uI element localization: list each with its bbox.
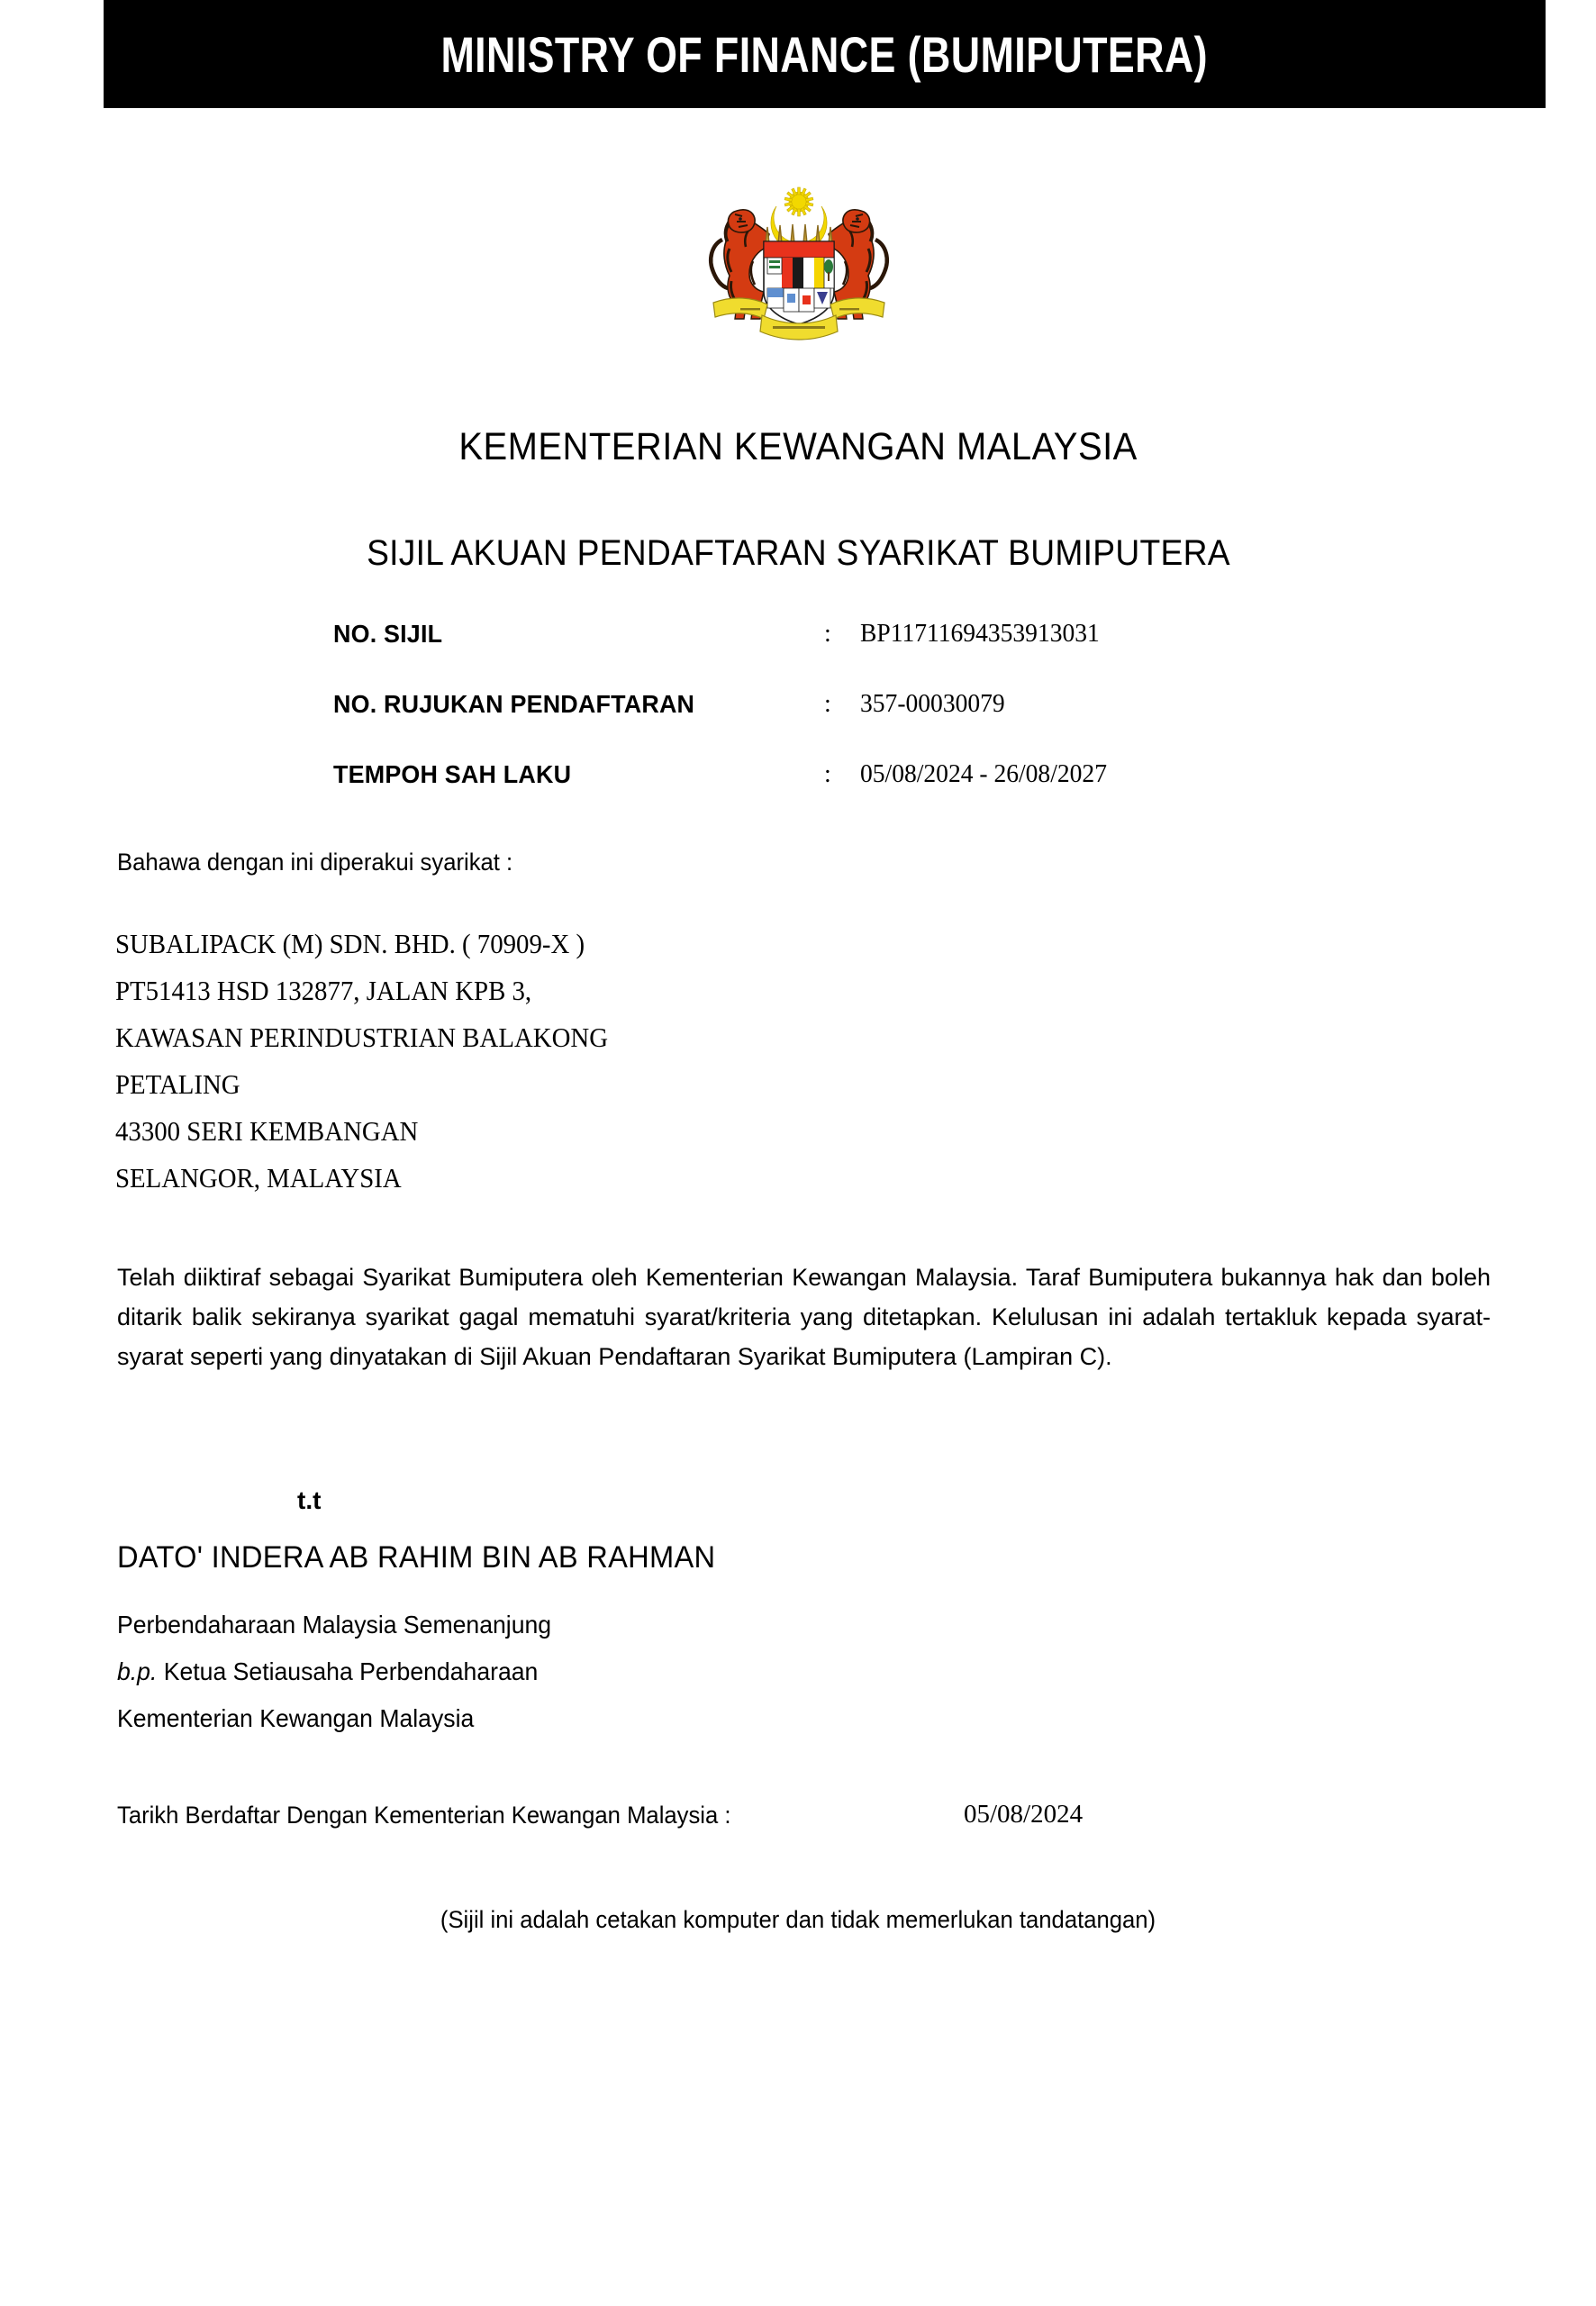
field-row-no-sijil — [333, 620, 1234, 690]
company-address-line-5: SELANGOR, MALAYSIA — [115, 1162, 402, 1194]
field-row-tempoh-sah-laku — [333, 760, 1234, 831]
company-address-line-3: PETALING — [115, 1068, 240, 1100]
ministry-title — [0, 425, 1596, 469]
field-value-no-sijil: BP11711694353913031 — [860, 619, 1100, 648]
certificate-title-text: SIJIL AKUAN PENDAFTARAN SYARIKAT BUMIPUTERA — [366, 533, 1230, 573]
signatory-title-line — [117, 1648, 551, 1695]
company-address-block — [115, 921, 645, 1202]
malaysia-coat-of-arms-icon — [686, 177, 911, 357]
signatory-name: DATO' INDERA AB RAHIM BIN AB RAHMAN — [117, 1540, 716, 1575]
registration-date-value: 05/08/2024 — [964, 1800, 1084, 1829]
field-separator-tempoh-sah-laku: : — [824, 760, 831, 788]
certificate-title — [0, 533, 1596, 574]
signatory-details — [117, 1602, 574, 1742]
footnote — [0, 1906, 1596, 1934]
signatory-ministry: Kementerian Kewangan Malaysia — [117, 1704, 475, 1732]
statement-paragraph: Telah diiktiraf sebagai Syarikat Bumiputera oleh Kementerian Kewangan Malaysia. Taraf Bumiputera bukannya hak dan boleh ditarik balik sekiranya syarikat gagal mematuhi syarat/kriteria yang ditetapkan. Kelulusan ini adalah tertakluk kepada syarat-syarat seperti yang dinyatakan di Sijil Akuan Pendaftaran Syarikat Bumiputera (Lampiran C). — [117, 1264, 1491, 1370]
field-value-no-rujukan-pendaftaran: 357-00030079 — [860, 689, 1005, 718]
company-address-line-4: 43300 SERI KEMBANGAN — [115, 1115, 419, 1147]
field-value-tempoh-sah-laku: 05/08/2024 - 26/08/2027 — [860, 759, 1107, 788]
signatory-title: Ketua Setiausaha Perbendaharaan — [163, 1657, 539, 1685]
bp-prefix: b.p. — [117, 1657, 158, 1685]
field-label-tempoh-sah-laku: TEMPOH SAH LAKU — [333, 760, 572, 788]
signature-tt-label: t.t — [297, 1486, 322, 1514]
star-shape — [784, 187, 813, 216]
certificate-fields — [333, 620, 1234, 831]
company-address-line-2: KAWASAN PERINDUSTRIAN BALAKONG — [115, 1021, 609, 1053]
field-separator-no-rujukan-pendaftaran: : — [824, 690, 831, 718]
company-name-line: SUBALIPACK (M) SDN. BHD. ( 70909-X ) — [115, 928, 585, 959]
header-banner — [104, 0, 1546, 108]
field-separator-no-sijil: : — [824, 620, 831, 648]
signatory-department: Perbendaharaan Malaysia Semenanjung — [117, 1611, 552, 1639]
field-label-no-rujukan-pendaftaran: NO. RUJUKAN PENDAFTARAN — [333, 690, 695, 718]
field-label-no-sijil: NO. SIJIL — [333, 620, 443, 648]
field-row-no-rujukan-pendaftaran — [333, 690, 1234, 760]
shield-shape — [764, 224, 834, 324]
footnote-text: (Sijil ini adalah cetakan komputer dan tidak memerlukan tandatangan) — [440, 1906, 1156, 1933]
header-title: MINISTRY OF FINANCE (BUMIPUTERA) — [440, 25, 1209, 83]
ministry-title-text: KEMENTERIAN KEWANGAN MALAYSIA — [458, 425, 1138, 468]
intro-line: Bahawa dengan ini diperakui syarikat : — [117, 849, 513, 876]
registration-date-label: Tarikh Berdaftar Dengan Kementerian Kewangan Malaysia : — [117, 1802, 731, 1829]
company-address-line-1: PT51413 HSD 132877, JALAN KPB 3, — [115, 975, 532, 1006]
